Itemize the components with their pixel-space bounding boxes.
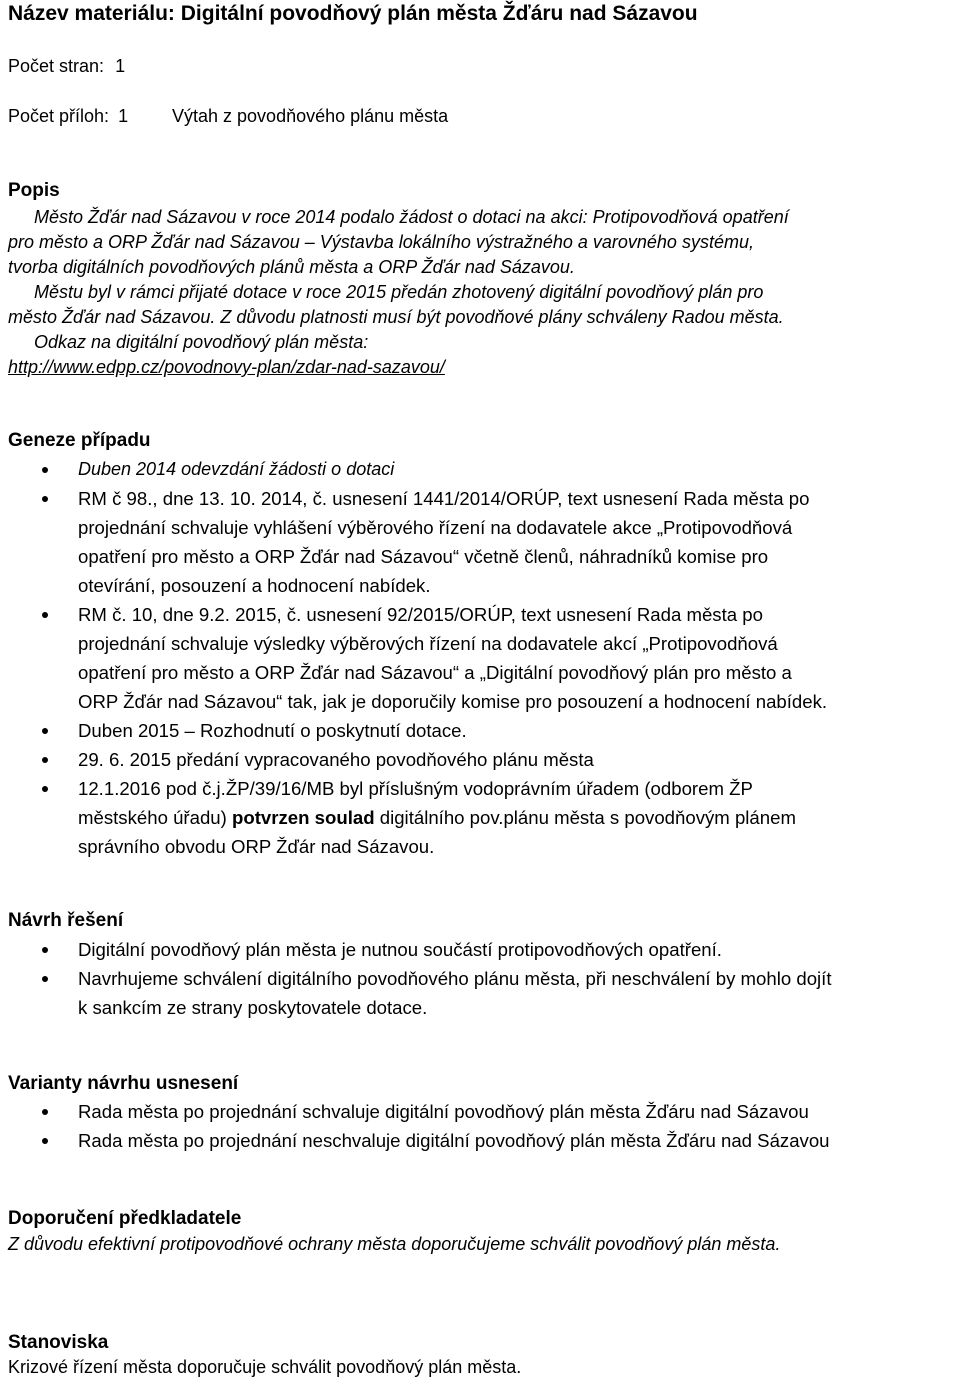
varianty-item-line: Rada města po projednání schvaluje digitální povodňový plán města Žďáru nad Sázavou (78, 1101, 809, 1122)
bullet-icon (42, 612, 48, 618)
popis-line-2: pro město a ORP Žďár nad Sázavou – Výstavba lokálního výstražného a varovného systému, (8, 232, 754, 252)
geneze-item-line: projednání schvaluje výsledky výběrových řízení na dodavatele akcí „Protipovodňová (78, 633, 778, 654)
geneze-item-line (78, 803, 827, 832)
geneze-list (0, 455, 827, 861)
popis-line-6: Odkaz na digitální povodňový plán města: (34, 332, 369, 352)
stanoviska-heading: Stanoviska (8, 1332, 109, 1353)
geneze-item-line: Duben 2015 – Rozhodnutí o poskytnutí dotace. (78, 720, 467, 741)
navrh-item-line: Navrhujeme schválení digitálního povodňového plánu města, při neschválení by mohlo dojít (78, 968, 832, 989)
geneze-heading: Geneze případu (8, 430, 151, 451)
geneze-item-line: RM č. 10, dne 9.2. 2015, č. usnesení 92/2015/ORÚP, text usnesení Rada města po (78, 604, 763, 625)
navrh-heading: Návrh řešení (8, 910, 124, 931)
geneze-item-line: opatření pro město a ORP Žďár nad Sázavou“ včetně členů, náhradníků komise pro (78, 546, 769, 567)
line-text: městského úřadu) (78, 807, 232, 828)
varianty-item (0, 1097, 830, 1126)
geneze-item-line: 29. 6. 2015 předání vypracovaného povodňového plánu města (78, 749, 594, 770)
bullet-icon (42, 728, 48, 734)
pages-label: Počet stran: (8, 56, 105, 76)
bullet-icon (42, 467, 48, 473)
navrh-list (0, 935, 832, 1022)
popis-line-1: Město Žďár nad Sázavou v roce 2014 podalo žádost o dotaci na akci: Protipovodňová opatření (34, 207, 789, 227)
geneze-item (0, 600, 827, 716)
doporuceni-heading: Doporučení předkladatele (8, 1208, 242, 1229)
doporuceni-text: Z důvodu efektivní protipovodňové ochrany města doporučujeme schválit povodňový plán města. (8, 1234, 781, 1254)
bold-text: potvrzen soulad (232, 807, 375, 828)
pages-value: 1 (115, 56, 126, 76)
navrh-item (0, 935, 832, 964)
bullet-icon (42, 1109, 48, 1115)
geneze-item (0, 484, 827, 600)
flood-plan-link[interactable]: http://www.edpp.cz/povodnovy-plan/zdar-nad-sazavou/ (8, 357, 445, 377)
varianty-item (0, 1126, 830, 1155)
geneze-item-line: správního obvodu ORP Žďár nad Sázavou. (78, 836, 435, 857)
line-text: digitálního pov.plánu města s povodňovým plánem (374, 807, 796, 828)
geneze-item-line: ORP Žďár nad Sázavou“ tak, jak je doporučily komise pro posouzení a hodnocení nabídek. (78, 691, 828, 712)
bullet-icon (42, 976, 48, 982)
bullet-icon (42, 947, 48, 953)
attachments-value: 1 (118, 106, 129, 126)
popis-line-3: tvorba digitálních povodňových plánů města a ORP Žďár nad Sázavou. (8, 257, 575, 277)
geneze-item (0, 455, 827, 484)
pages-count (8, 56, 125, 77)
geneze-item-line: otevírání, posouzení a hodnocení nabídek. (78, 575, 431, 596)
geneze-item-line: Duben 2014 odevzdání žádosti o dotaci (78, 459, 395, 479)
popis-heading: Popis (8, 180, 60, 201)
attachments-label: Počet příloh: (8, 106, 110, 126)
geneze-item-line: projednání schvaluje vyhlášení výběrového řízení na dodavatele akce „Protipovodňová (78, 517, 793, 538)
varianty-list (0, 1097, 830, 1155)
attachments-count (8, 106, 449, 127)
stanoviska-text: Krizové řízení města doporučuje schválit povodňový plán města. (8, 1357, 522, 1377)
geneze-item-line: opatření pro město a ORP Žďár nad Sázavou“ a „Digitální povodňový plán pro město a (78, 662, 792, 683)
bullet-icon (42, 786, 48, 792)
navrh-item-line: k sankcím ze strany poskytovatele dotace. (78, 997, 428, 1018)
attachments-desc: Výtah z povodňového plánu města (172, 106, 449, 126)
varianty-item-line: Rada města po projednání neschvaluje digitální povodňový plán města Žďáru nad Sázavou (78, 1130, 830, 1151)
geneze-item-line: RM č 98., dne 13. 10. 2014, č. usnesení 1441/2014/ORÚP, text usnesení Rada města po (78, 488, 810, 509)
bullet-icon (42, 757, 48, 763)
varianty-heading: Varianty návrhu usnesení (8, 1073, 239, 1094)
popis-line-5: město Žďár nad Sázavou. Z důvodu platnosti musí být povodňové plány schváleny Radou města. (8, 307, 784, 327)
bullet-icon (42, 1138, 48, 1144)
navrh-item (0, 964, 832, 1022)
geneze-item (0, 774, 827, 861)
bullet-icon (42, 496, 48, 502)
navrh-item-line: Digitální povodňový plán města je nutnou součástí protipovodňových opatření. (78, 939, 722, 960)
geneze-item (0, 745, 827, 774)
popis-line-4: Městu byl v rámci přijaté dotace v roce 2015 předán zhotovený digitální povodňový plán pro (34, 282, 764, 302)
document-title: Název materiálu: Digitální povodňový plán města Žďáru nad Sázavou (8, 2, 698, 25)
geneze-item (0, 716, 827, 745)
geneze-item-line: 12.1.2016 pod č.j.ŽP/39/16/MB byl příslušným vodoprávním úřadem (odborem ŽP (78, 778, 753, 799)
